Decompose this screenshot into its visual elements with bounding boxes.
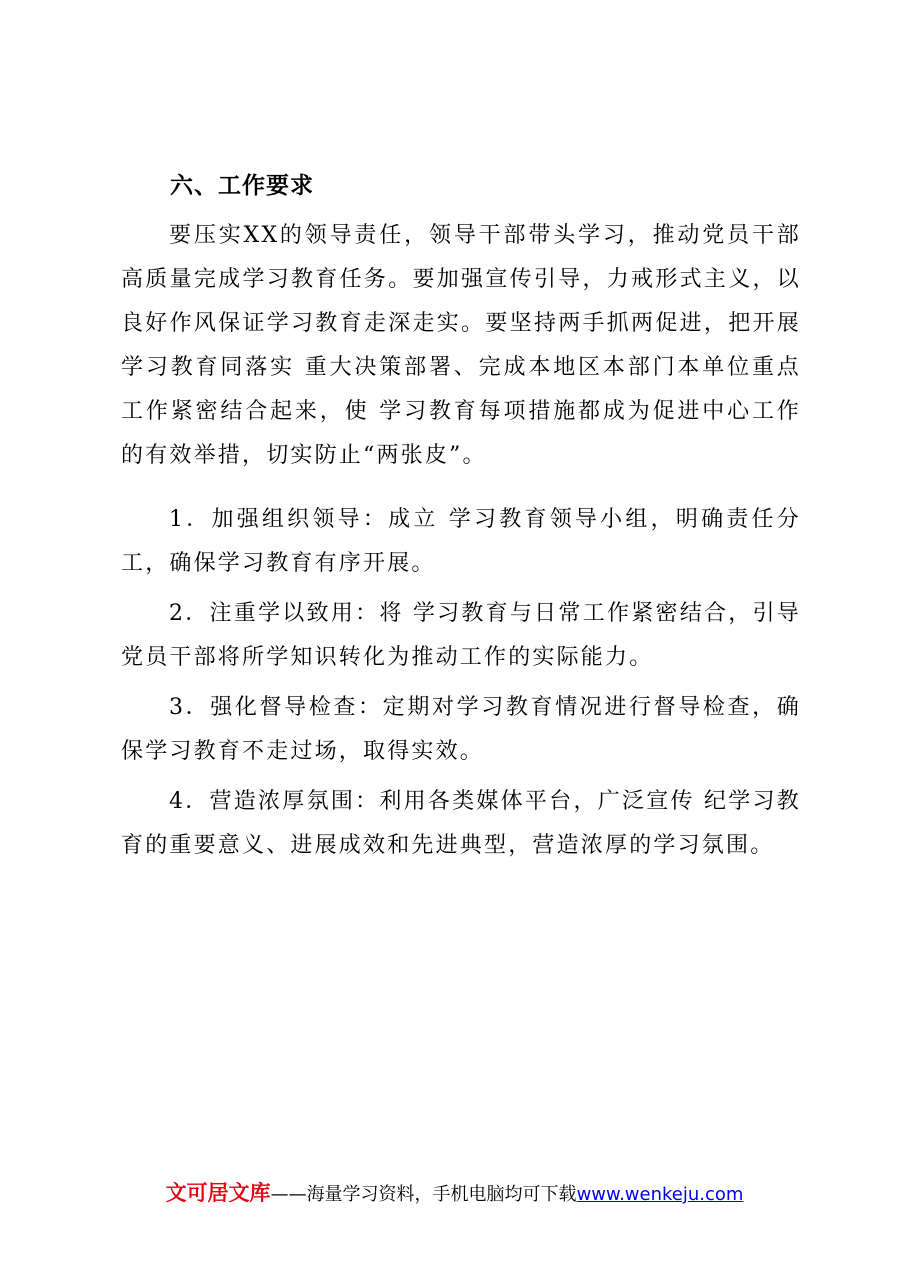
section-heading: 六、工作要求 <box>170 173 314 199</box>
footer-brand: 文可居文库 <box>165 1181 271 1205</box>
requirement-item-2: 2．注重学以致用：将 学习教育与日常工作紧密结合，引导党员干部将所学知识转化为推动工作的实际能力。 <box>121 601 801 670</box>
requirement-item-4: 4．营造浓厚氛围：利用各类媒体平台，广泛宣传 纪学习教育的重要意义、进展成效和先进典型，营造浓厚的学习氛围。 <box>121 789 801 858</box>
requirement-item-1: 1．加强组织领导：成立 学习教育领导小组，明确责任分工，确保学习教育有序开展。 <box>121 507 801 576</box>
requirement-item-3: 3．强化督导检查：定期对学习教育情况进行督导检查，确保学习教育不走过场，取得实效。 <box>121 695 801 764</box>
footer-url-link[interactable]: www.wenkeju.com <box>576 1184 744 1205</box>
footer-slogan: ——海量学习资料，手机电脑均可下载 <box>270 1184 577 1205</box>
footer-banner <box>0 1178 909 1210</box>
main-paragraph: 要压实XX的领导责任，领导干部带头学习，推动党员干部高质量完成学习教育任务。要加强宣传引导，力戒形式主义，以良好作风保证学习教育走深走实。要坚持两手抓两促进，把开展 学习教育同落实 重大决策部署、完成本地区本部门本单位重点工作紧密结合起来，使 学习教育每项措施都成为促进中心工作的有效举措，切实防止“两张皮”。 <box>121 223 801 468</box>
